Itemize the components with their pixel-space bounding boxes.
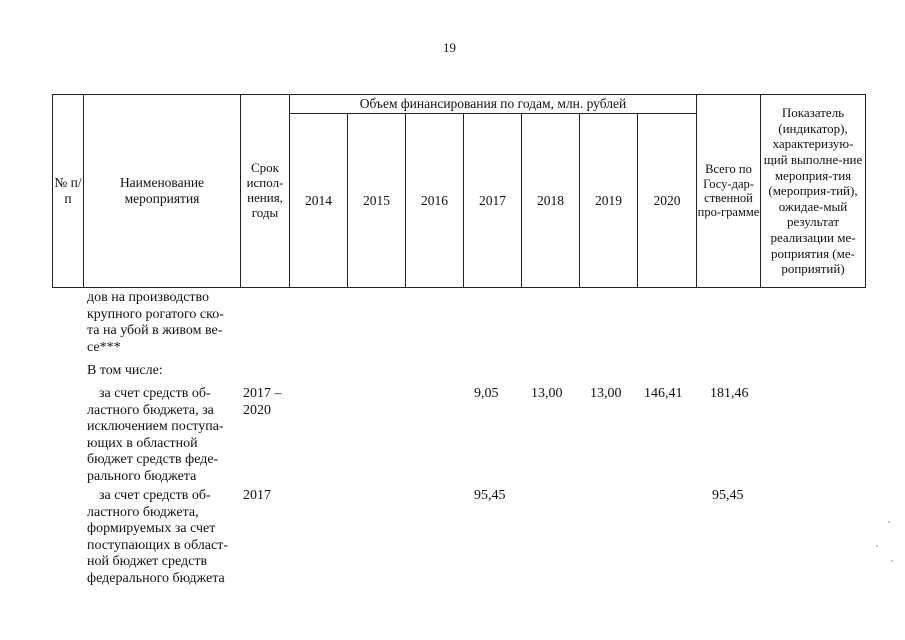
text-line: ющих в областной bbox=[87, 435, 198, 451]
row-total: 181,46 bbox=[710, 386, 749, 401]
header-year: 2015 bbox=[347, 113, 406, 288]
header-year: 2016 bbox=[405, 113, 464, 288]
header-volume: Объем финансирования по годам, млн. рублей bbox=[289, 94, 697, 114]
row-value-2017: 9,05 bbox=[474, 386, 499, 401]
text-line: дов на производство bbox=[87, 290, 210, 305]
header-year: 2017 bbox=[463, 113, 522, 288]
header-name: Наименование мероприятия bbox=[83, 94, 241, 288]
scan-speck bbox=[891, 560, 893, 562]
text-line: крупного рогатого ско- bbox=[87, 306, 224, 322]
text-line: рального бюджета bbox=[87, 468, 197, 484]
row-value-2020: 146,41 bbox=[644, 386, 683, 401]
row-term: 2017 bbox=[243, 488, 271, 503]
header-year: 2014 bbox=[289, 113, 348, 288]
text-line: ластного бюджета, bbox=[87, 504, 199, 520]
header-year: 2020 bbox=[637, 113, 697, 288]
text-line: се*** bbox=[87, 339, 121, 355]
text-line: ластного бюджета, за bbox=[87, 402, 214, 418]
scan-speck bbox=[876, 545, 878, 547]
row-term: 2017 – 2020 bbox=[243, 386, 282, 418]
text-line: та на убой в живом ве- bbox=[87, 323, 223, 338]
row-total: 95,45 bbox=[712, 488, 744, 503]
row-value-2019: 13,00 bbox=[590, 386, 622, 401]
header-number: № п/п bbox=[52, 94, 84, 288]
text-line: федерального бюджета bbox=[87, 570, 225, 586]
row-name bbox=[87, 386, 242, 485]
scan-speck bbox=[888, 521, 890, 523]
text-line: формируемых за счет bbox=[87, 521, 216, 536]
text-line: бюджет средств феде- bbox=[87, 452, 219, 467]
text-line: ной бюджет средств bbox=[87, 554, 208, 569]
continuation-text bbox=[87, 290, 242, 356]
text-line: за счет средств об- bbox=[99, 386, 211, 401]
row-name bbox=[87, 488, 242, 587]
header-year: 2018 bbox=[521, 113, 580, 288]
text-line: исключением поступа- bbox=[87, 419, 224, 434]
table-header bbox=[52, 94, 866, 288]
text-line: за счет средств об- bbox=[99, 488, 211, 503]
header-year: 2019 bbox=[579, 113, 638, 288]
in-total-label: В том числе: bbox=[87, 363, 163, 378]
page-number: 19 bbox=[443, 40, 456, 55]
header-indicator: Показатель (индикатор), характеризую-щий выполне-ние мероприя-тия (мероприя-тий), ожидае-мый результат реализации ме-роприятия (ме-роприятий) bbox=[760, 94, 866, 288]
row-value-2017: 95,45 bbox=[474, 488, 506, 503]
row-value-2018: 13,00 bbox=[531, 386, 563, 401]
header-total: Всего по Госу-дар-ственной про-грамме bbox=[696, 94, 761, 288]
header-term: Срок испол-нения, годы bbox=[240, 94, 290, 288]
text-line: поступающих в област- bbox=[87, 537, 229, 553]
